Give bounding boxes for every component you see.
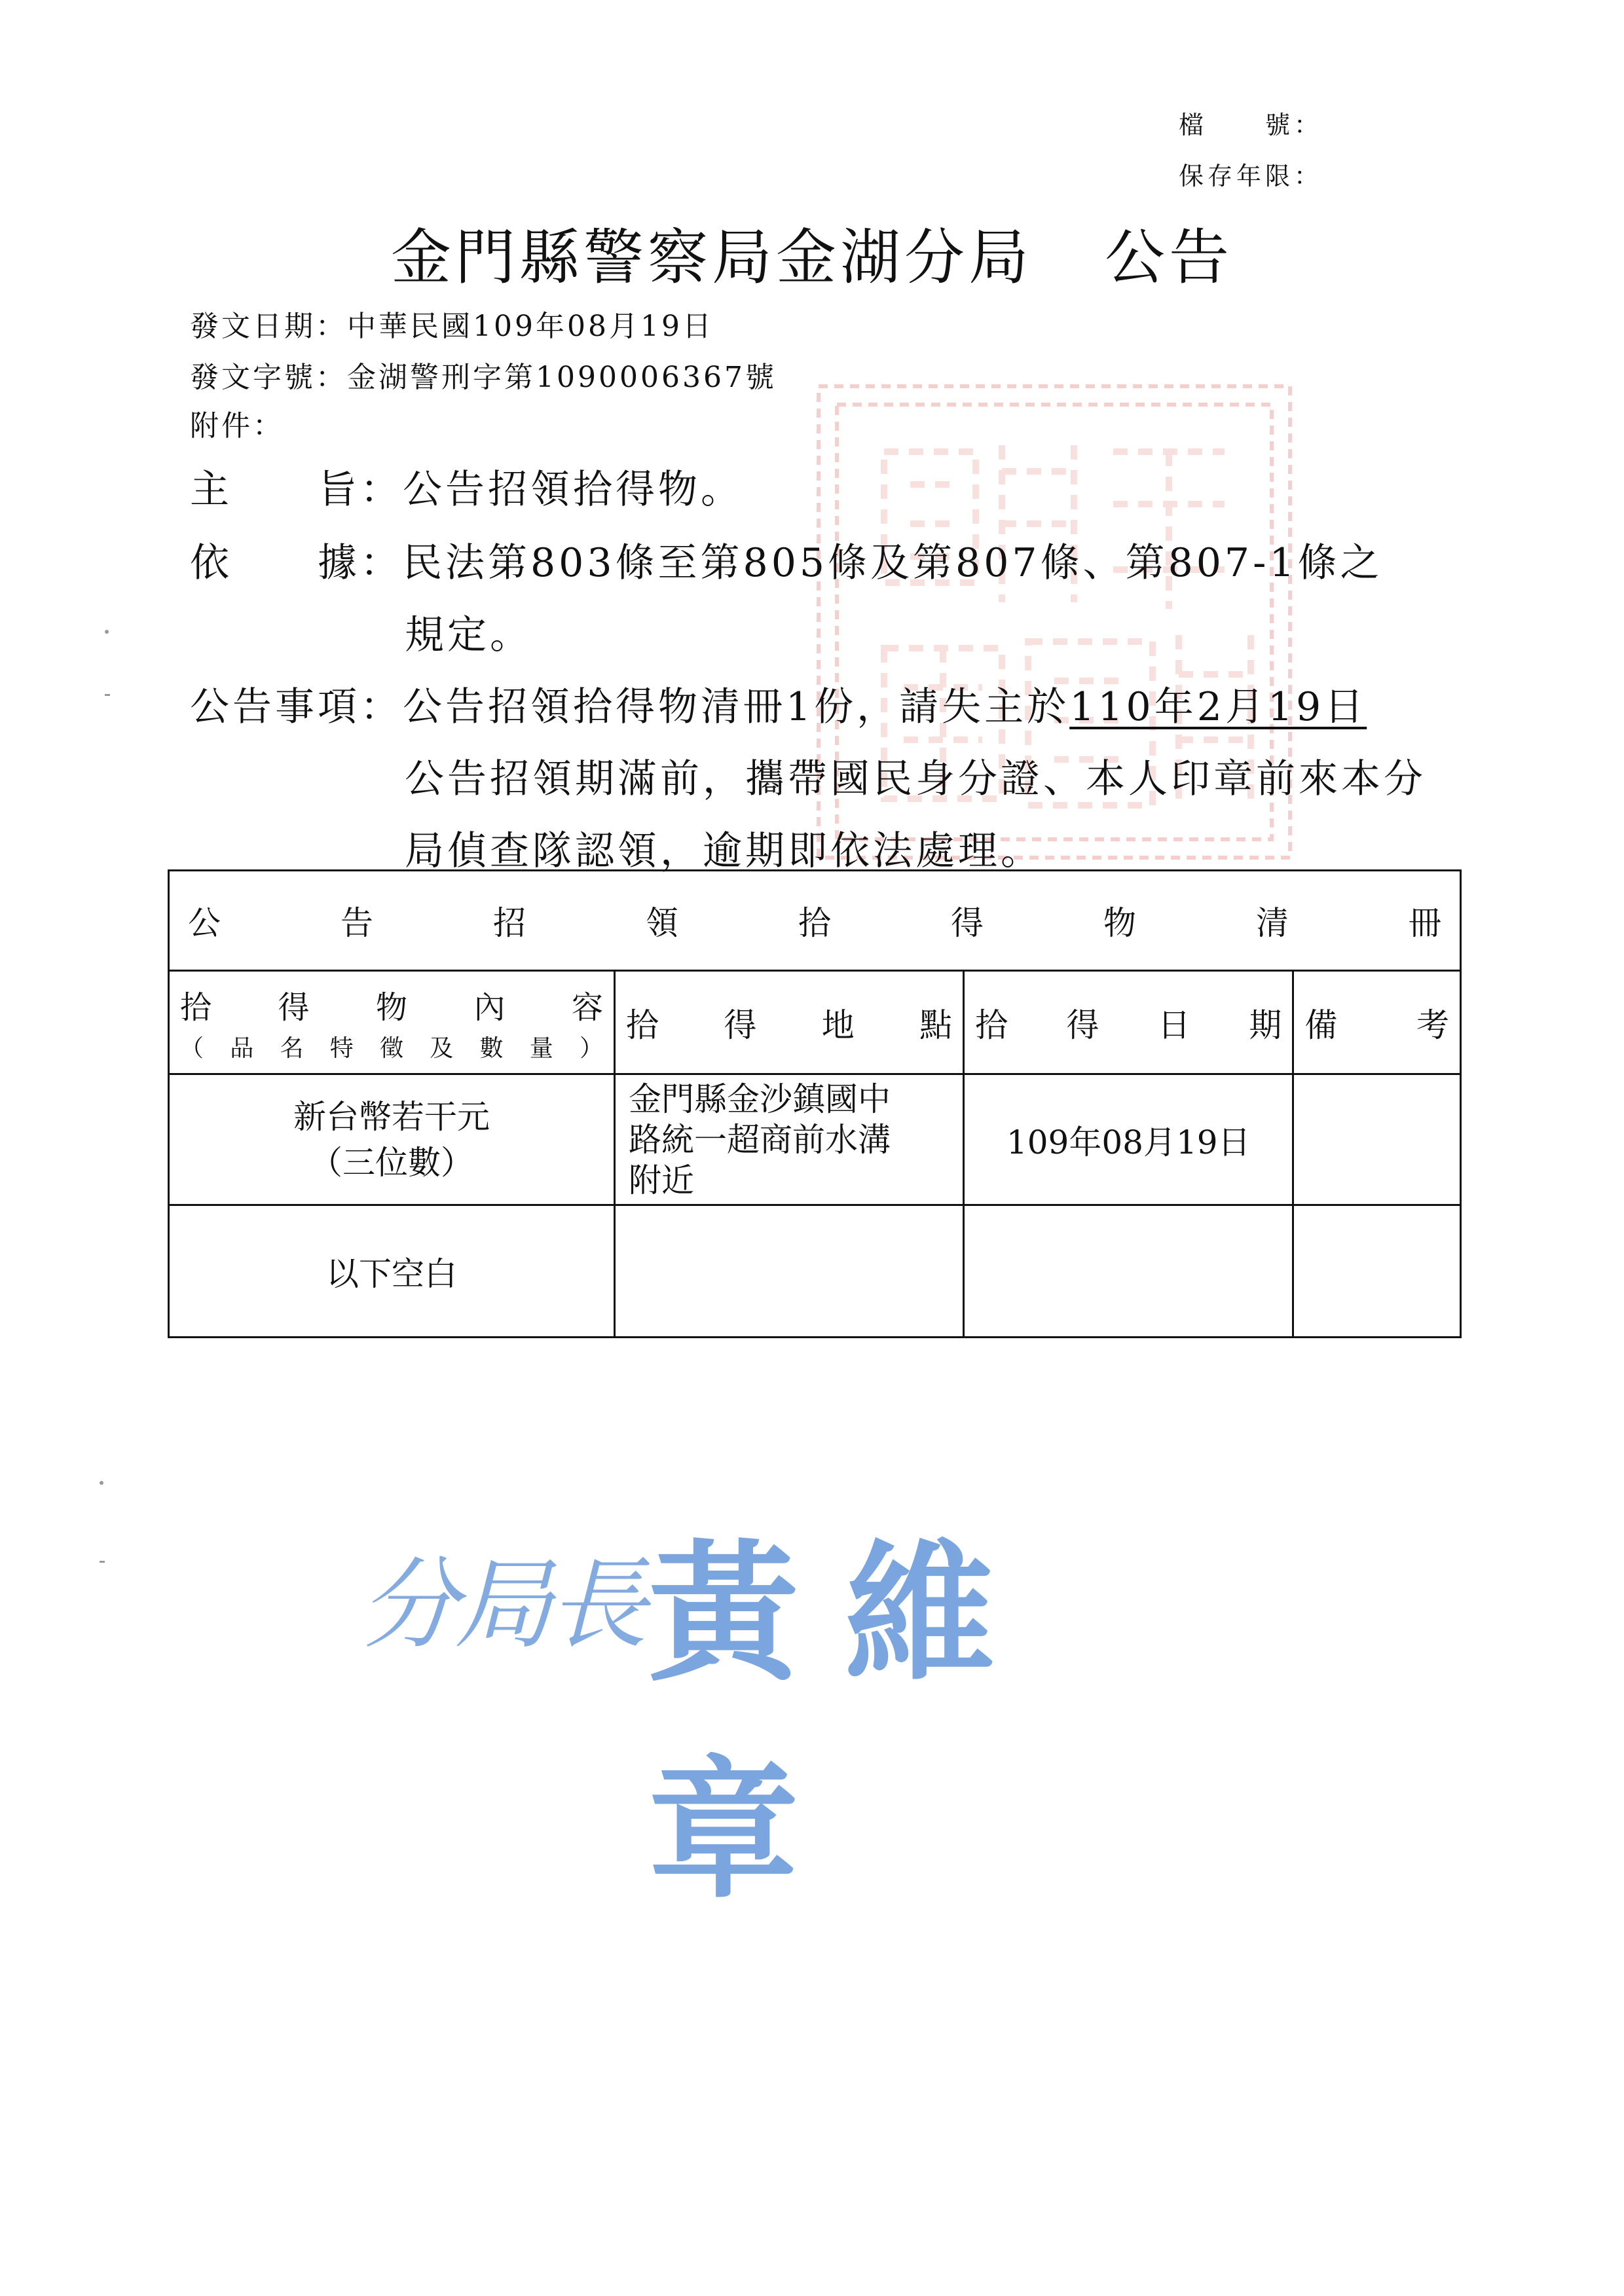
table-title-char: 拾: [798, 904, 831, 942]
table-title-char: 領: [646, 904, 678, 942]
header-item-content: [169, 971, 615, 1074]
location-line-2: 路統一超商前水溝: [629, 1120, 891, 1159]
header-remark: [1293, 971, 1461, 1074]
table-title-char: 告: [341, 904, 373, 942]
table-header-row: [169, 971, 1461, 1074]
scan-speck: [105, 630, 109, 634]
header-char: 日: [1157, 1006, 1190, 1044]
header-sub-char: 特: [329, 1034, 354, 1062]
header-sub-char: 名: [280, 1034, 304, 1062]
notice-text-2: 公告招領期滿前，攜帶國民身分證、本人印章前來本分: [405, 756, 1426, 802]
table-title-char: 清: [1256, 904, 1289, 942]
header-sub-char: 徵: [380, 1034, 404, 1062]
header-char: 物: [376, 989, 408, 1026]
issue-date-value: 中華民國109年08月19日: [347, 310, 714, 343]
scan-speck: [105, 694, 110, 696]
header-char: 得: [278, 989, 310, 1026]
header-sub-char: （: [180, 1034, 204, 1062]
title-suffix: 公告: [1105, 223, 1234, 293]
empty-cell: [964, 1205, 1293, 1338]
subject-line: [190, 458, 743, 515]
notice-label: 公告事項：: [190, 684, 403, 730]
header-char: 考: [1416, 1006, 1449, 1044]
issue-date-label: 發文日期：: [190, 310, 347, 343]
subject-label: 主 旨：: [190, 467, 403, 513]
location-line-1: 金門縣金沙鎮國中: [629, 1080, 891, 1118]
blank-below-cell: 以下空白: [169, 1205, 615, 1338]
table-title-char: 得: [951, 904, 984, 942]
retention-period-label: 保存年限：: [1179, 162, 1323, 191]
table-title-cell: [169, 871, 1461, 971]
reference-number-label: 發文字號：: [190, 361, 347, 394]
basis-label: 依 據：: [190, 540, 403, 586]
issue-date-line: [190, 302, 714, 344]
scan-speck: [100, 1561, 105, 1563]
header-remark-label: [1304, 999, 1449, 1046]
notice-deadline: 110年2月19日: [1069, 684, 1367, 730]
table-title-char: 公: [188, 904, 221, 942]
signature-title: 分局長: [360, 1548, 644, 1662]
table-title-row: [169, 871, 1461, 971]
basis-text-1: 民法第803條至第805條及第807條、第807-1條之: [403, 540, 1383, 586]
table-row: [169, 1074, 1461, 1205]
header-char: 點: [919, 1006, 953, 1044]
title-main: 金門縣警察局金湖分局: [390, 223, 1033, 293]
header-date: [964, 971, 1293, 1074]
table-title-char: 招: [493, 904, 526, 942]
header-sub-char: ）: [580, 1034, 604, 1062]
signature-name: 黃維章: [648, 1525, 1041, 1919]
table-title-char: 冊: [1409, 904, 1441, 942]
header-char: 備: [1304, 1006, 1338, 1044]
table-row: [169, 1205, 1461, 1338]
header-sub-char: 量: [529, 1034, 553, 1062]
header-char: 期: [1249, 1006, 1282, 1044]
header-char: 拾: [626, 1006, 659, 1044]
page-title: [0, 210, 1624, 296]
notice-line-1: [190, 676, 1367, 732]
header-date-label: [975, 999, 1282, 1046]
basis-text-2: 規定。: [405, 612, 532, 658]
reference-number-value: 金湖警刑字第1090006367號: [347, 361, 777, 394]
location-cell: [615, 1074, 964, 1205]
found-property-table: [168, 869, 1462, 1338]
item-line-2: （三位數）: [310, 1143, 474, 1182]
remark-cell: [1293, 1074, 1461, 1205]
header-char: 地: [821, 1006, 855, 1044]
empty-cell: [615, 1205, 964, 1338]
item-line-1: 新台幣若干元: [293, 1097, 490, 1136]
header-char: 得: [1066, 1006, 1099, 1044]
director-signature-stamp: [360, 1480, 1179, 1919]
header-char: 內: [473, 989, 506, 1026]
empty-cell: [1293, 1205, 1461, 1338]
location-line-3: 附近: [629, 1161, 695, 1199]
reference-number-line: [190, 354, 777, 395]
scan-speck: [100, 1481, 103, 1485]
date-cell: 109年08月19日: [964, 1074, 1293, 1205]
notice-text-1: 公告招領拾得物清冊1份，請失主於: [403, 684, 1070, 730]
basis-line-1: [190, 532, 1383, 588]
table-title: [188, 897, 1441, 944]
header-item-content-label: [180, 982, 603, 1027]
header-item-content-sublabel: [180, 1030, 603, 1063]
table-title-char: 物: [1103, 904, 1136, 942]
header-location: [615, 971, 964, 1074]
header-sub-char: 及: [430, 1034, 454, 1062]
header-sub-char: 品: [230, 1034, 254, 1062]
header-char: 拾: [180, 989, 212, 1026]
header-sub-char: 數: [479, 1034, 504, 1062]
header-location-label: [626, 999, 952, 1046]
file-number-label: 檔 號：: [1179, 111, 1323, 139]
subject-text: 公告招領拾得物。: [403, 467, 743, 513]
attachment-label: 附件：: [190, 409, 284, 443]
header-char: 容: [572, 989, 604, 1026]
item-cell: [169, 1074, 615, 1205]
header-char: 拾: [975, 1006, 1008, 1044]
header-char: 得: [724, 1006, 757, 1044]
notice-text-3: 局偵查隊認領，逾期即依法處理。: [405, 828, 1043, 874]
